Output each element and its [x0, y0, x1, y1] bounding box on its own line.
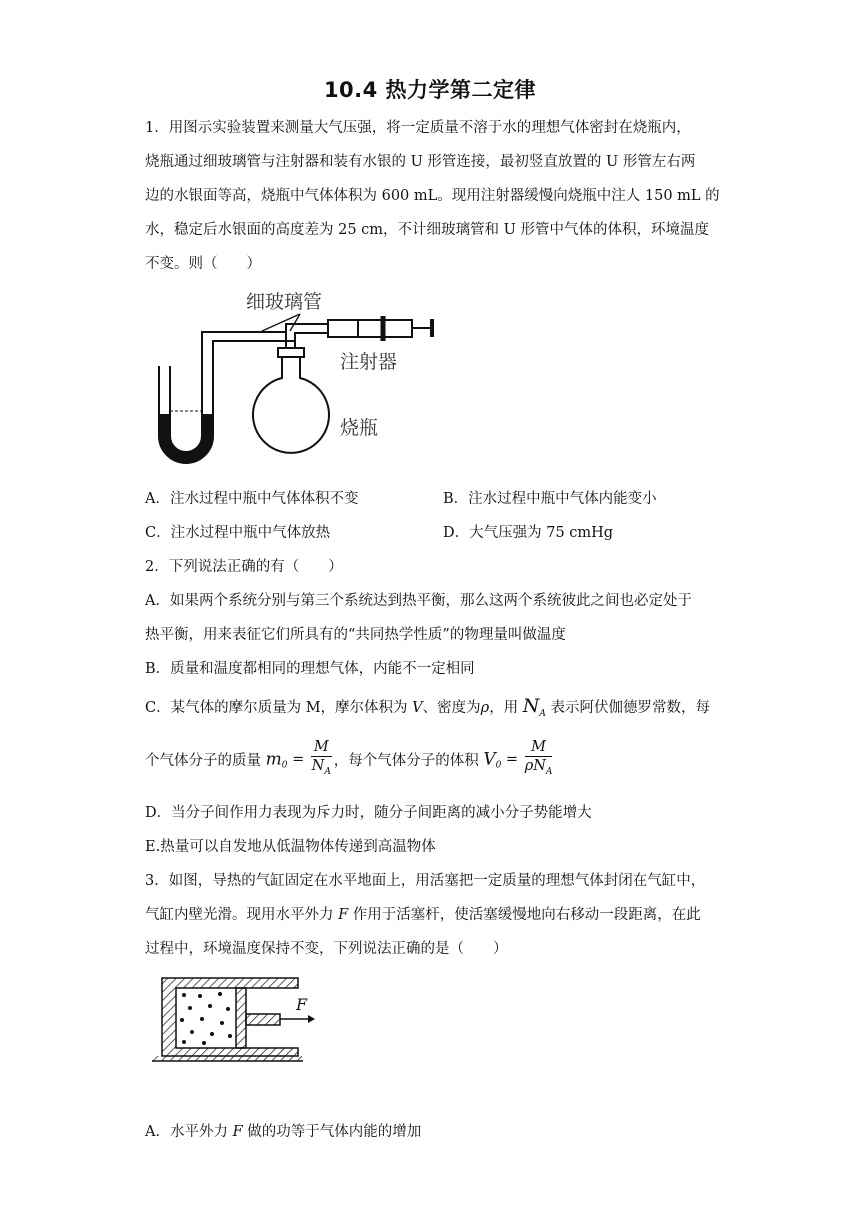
- q1-line-5: 不变。则（ ）: [145, 256, 261, 272]
- flask: [253, 348, 329, 453]
- gas-molecules: [180, 992, 232, 1045]
- flask-label: 烧瓶: [340, 417, 379, 439]
- q2-option-d: D．当分子间作用力表现为斥力时，随分子间距离的减小分子势能增大: [145, 805, 592, 821]
- q2-option-c-formula-line: 个气体分子的质量 $m_0$ = $\frac{M}{N_A}$ ，每个气体分子的体积 $V_0$ = $\frac{M}{\rho N_A}$: [145, 738, 554, 782]
- piston-rod: [246, 1014, 280, 1025]
- force-label: F: [296, 995, 308, 1014]
- u-tube: [159, 332, 268, 463]
- q1-option-a: A．注水过程中瓶中气体体积不变: [145, 491, 359, 507]
- force-arrow-icon: [308, 1015, 315, 1023]
- q1-line-3: 边的水银面等高，烧瓶中气体体积为 600 mL。现用注射器缓慢向烧瓶中注人 150 mL 的: [145, 188, 720, 204]
- molecule-volume-fraction: $\frac{M}{\rho N_A}$: [524, 739, 553, 777]
- q3-line-2: 气缸内壁光滑。现用水平外力 F 作用于活塞杆，使活塞缓慢地向右移动一段距离，在此: [145, 907, 701, 923]
- q2-option-c-line-1: C．某气体的摩尔质量为 M，摩尔体积为 V、密度为ρ，用 $N_A$ 表示阿伏伽德罗常数，每: [145, 695, 711, 719]
- page-title: 10.4 热力学第二定律: [323, 78, 537, 102]
- q1-option-c: C．注水过程中瓶中气体放热: [145, 525, 331, 541]
- q2-option-b: B．质量和温度都相同的理想气体，内能不一定相同: [145, 661, 475, 677]
- q2-option-e: E.热量可以自发地从低温物体传递到高温物体: [145, 839, 436, 855]
- syringe: [328, 316, 432, 341]
- molecule-mass-fraction: $\frac{M}{N_A}$: [311, 739, 331, 777]
- q1-line-1: 1．用图示实验装置来测量大气压强，将一定质量不溶于水的理想气体密封在烧瓶内，: [145, 120, 691, 136]
- q3-line-1: 3．如图，导热的气缸固定在水平地面上，用活塞把一定质量的理想气体封闭在气缸中，: [145, 873, 706, 889]
- q1-option-b: B．注水过程中瓶中气体内能变小: [443, 491, 657, 507]
- q2-option-a-line-2: 热平衡，用来表征它们所具有的“共同热学性质”的物理量叫做温度: [145, 627, 566, 643]
- q1-apparatus-figure: [150, 286, 450, 476]
- piston: [236, 988, 246, 1048]
- q1-line-2: 烧瓶通过细玻璃管与注射器和装有水银的 U 形管连接，最初竖直放置的 U 形管左右两: [145, 154, 696, 170]
- syringe-label: 注射器: [340, 351, 398, 373]
- q3-cylinder-figure: [148, 972, 338, 1072]
- q1-line-4: 水，稳定后水银面的高度差为 25 cm，不计细玻璃管和 U 形管中气体的体积，环境温度: [145, 222, 709, 238]
- q2-option-a-line-1: A．如果两个系统分别与第三个系统达到热平衡，那么这两个系统彼此之间也必定处于: [145, 593, 692, 609]
- q3-option-a: A．水平外力 F 做的功等于气体内能的增加: [145, 1124, 422, 1140]
- tube-label: 细玻璃管: [246, 291, 323, 313]
- q2-stem: 2．下列说法正确的有（ ）: [145, 559, 343, 575]
- q1-option-d: D．大气压强为 75 cmHg: [443, 525, 614, 541]
- q3-line-3: 过程中，环境温度保持不变，下列说法正确的是（ ）: [145, 941, 508, 957]
